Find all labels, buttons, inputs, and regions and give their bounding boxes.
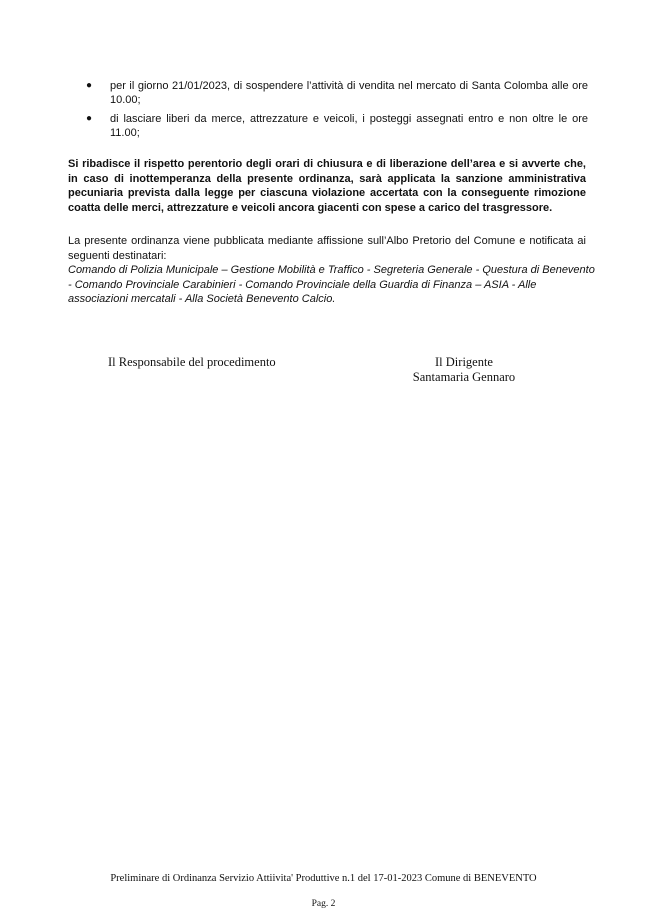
provision-text: per il giorno 21/01/2023, di sospendere l’attività di vendita nel mercato di Santa Colomba alle ore 10.00; xyxy=(110,80,588,106)
warning-paragraph: Si ribadisce il rispetto perentorio degli orari di chiusura e di liberazione dell’area e si avverte che, in caso di inottemperanza della presente ordinanza, sarà applicata la sanzione amministrativa pecuniaria prevista dalla legge per ciascuna violazione accertata con la conseguente rimozione coatta delle merci, attrezzature e veicoli ancora giacenti con spese a carico del trasgressore. xyxy=(68,158,586,214)
provision-item xyxy=(86,79,588,107)
publication-paragraph: La presente ordinanza viene pubblicata mediante affissione sull’Albo Pretorio del Comune e notificata ai seguenti destinatari: xyxy=(68,235,586,262)
provision-item xyxy=(86,112,588,140)
provision-text: di lasciare liberi da merce, attrezzature e veicoli, i posteggi assegnati entro e non oltre le ore 11.00; xyxy=(110,113,588,139)
signature-responsible-title: Il Responsabile del procedimento xyxy=(108,355,276,369)
provisions-list xyxy=(86,79,588,145)
bullet-icon: ● xyxy=(86,80,93,91)
document-footer: Preliminare di Ordinanza Servizio Attiivita' Produttive n.1 del 17-01-2023 Comune di BENEVENTO xyxy=(110,873,537,884)
signature-director-title: Il Dirigente xyxy=(435,355,493,369)
signature-director xyxy=(400,355,528,385)
signature-responsible xyxy=(108,355,276,370)
recipients-list: Comando di Polizia Municipale – Gestione Mobilità e Traffico - Segreteria Generale - Questura di Benevento - Comando Provinciale Carabinieri - Comando Provinciale della Guardia di Finanza – ASIA - Alle associazioni mercatali - Alla Società Benevento Calcio. xyxy=(68,264,595,305)
page-number: Pag. 2 xyxy=(311,899,336,909)
bullet-icon: ● xyxy=(86,113,93,124)
signature-director-name: Santamaria Gennaro xyxy=(412,370,516,384)
